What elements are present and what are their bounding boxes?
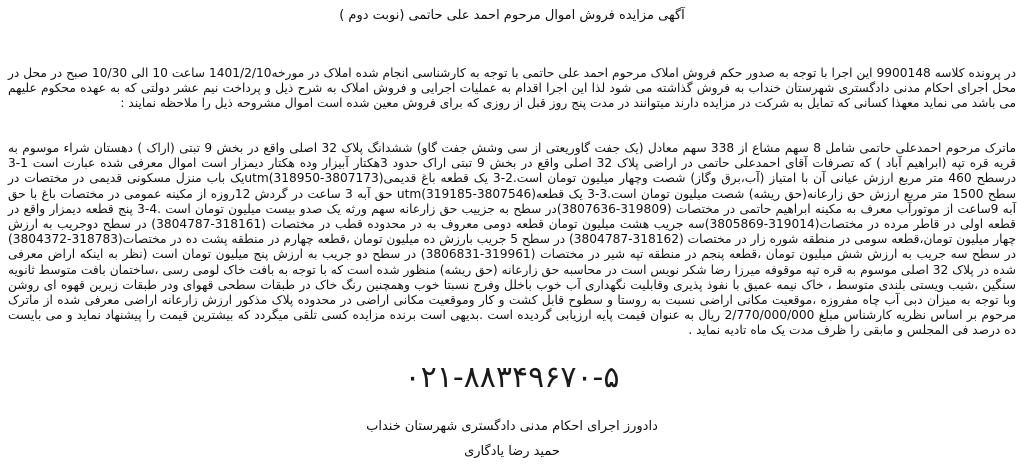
phone-watermark: ۰۲۱-۸۸۳۴۹۶۷۰-۵ bbox=[404, 360, 620, 395]
signature-name: حمید رضا یادگاری bbox=[464, 444, 560, 459]
signature-office: دادورز اجرای احکام مدنی دادگستری شهرستان خنداب bbox=[366, 419, 658, 434]
notice-title: آگهی مزایده فروش اموال مرحوم احمد علی حاتمی (نوبت دوم ) bbox=[339, 8, 685, 23]
property-paragraph: ماترک مرحوم احمدعلی حاتمی شامل 8 سهم مشاع از 338 سهم معادل (یک جفت گاوریعتی از سی وشش جفت گاو) ششدانگ پلاک 32 اصلی واقع در بخش 9 تبتی (اراک ) دهستان شراء موسوم به قریه قره تپه (ابراهیم آباد ) که تصرفات آقای احمدعلی حاتمی در اراضی پلاک 32 اصلی واقع در بخش 9 تبتی اراک حدود 3هکتار آبیزار وده هکتار دیمزار است اموال معرفی شده عبارت است 1-3 درسطح 460 متر مربع ارزش عیانی آن با امتیاز (آب،برق وگاز) شصت وچهار میلیون تومان است.2-3 یک قطعه باغ قدیمی(3807173-318950)utmیک باب منزل مسکونی قدیمی در مختصات در سطح 1500 متر مربع ارزش حق زارعانه(حق ریشه) شصت میلیون تومان است.3-3 یک قطعه(3807546-319185)utm حق آبه 3 ساعت در گردش 12روزه از مکینه عمومی در مختصات باغ با حق آبه 9ساعت از موتورآب معرف به مکینه ابراهیم حاتمی در مختصات (319809-3807636)در سطح به جزییب حق زارعانه سهم ورثه یک صدو بیست میلیون تومان است .4-3 پنج قطعه دیمزار واقع در قطعه اولی در قاطر مرده در مختصات(319014-3805869)سه جریب هشت میلیون تومان قطعه دومی معروف به در محدوده قطب در مختصات (318161-3804787) در سطح دوجریب به ارزش چهار میلیون تومان،قطعه سومی در منطقه شوره زار در مختصات (318162-3804787) در سطح 5 جریب بارزش ده میلیون تومان ،قطعه چهارم در منطقه پشت ده در مختصات(318783-3804372) در سطح سه جریب به ارزش شش میلیون تومان ،قطعه پنجم در منطقه تپه شیر در مختصات (319961-3806831) در سطح دو جریب به ارزش پنج میلیون تومان است (نظر به اینکه اراض معرفی شده در پلاک 32 اصلی موسوم به قره تپه موقوفه میرزا رضا شکر نویس است در محاسبه حق زارعانه (حق ریشه) منظور شده است که با توجه به بافت خاک لومی رسی ،ساختمان بافت متوسط ثانویه سنگین ،شیب ویستی بلندی متوسط ، خاک نیمه عمیق با نفوذ پذیری وقابلیت نگهداری آب خوب باخلل وفرج نسبتا خوب وهمچنین رنگ خاک در طبقات سطحی قهوای ودر طبقات زیرین قهوه ای روشن وبا توجه به میزان دبی آب چاه مفروزه ،موقعیت مکانی اراضی نسبت به روستا و سطوح قابل کشت و کار وموقعیت مکانی اراضی در محدوده پلاک مذکور ارزش زارعانه اراضی معرفی شده از ماترک مرحوم بر اساس نظریه کارشناس مبلغ 2/770/000/000 ریال به عنوان قیمت پایه ارزیابی گردیده است .بدیهی است برنده مزایده کسی تلقی میگردد که بیشترین قیمت را پیشنهاد نماید و می بایست ده درصد فی المجلس و مابقی را ظرف مدت یک ماه تادیه نماید . bbox=[8, 141, 1017, 338]
intro-paragraph: در پرونده کلاسه 9900148 این اجرا با توجه به صدور حکم فروش املاک مرحوم احمد علی حاتمی با توجه به کارشناسی انجام شده املاک در مورخه1401/2/10 ساعت 10 الی 10/30 صبح در محل در محل اجرای احکام مدنی دادگستری شهرستان خنداب به فروش گذاشته می شود لذا این اجرا اقدام به عملیات اجرایی و فروش املاک به شرح ذیل و پرداخت نیم عشر دولتی که به عهده محکوم علیهم می باشد می نماید معهذا کسانی که تمایل به شرکت در مزایده دارند میتوانند در مدت پنج روز قبل از روزی که برای فروش معین شده است اموال مشروحه ذیل را ملاحظه نمایند : bbox=[8, 66, 1017, 111]
